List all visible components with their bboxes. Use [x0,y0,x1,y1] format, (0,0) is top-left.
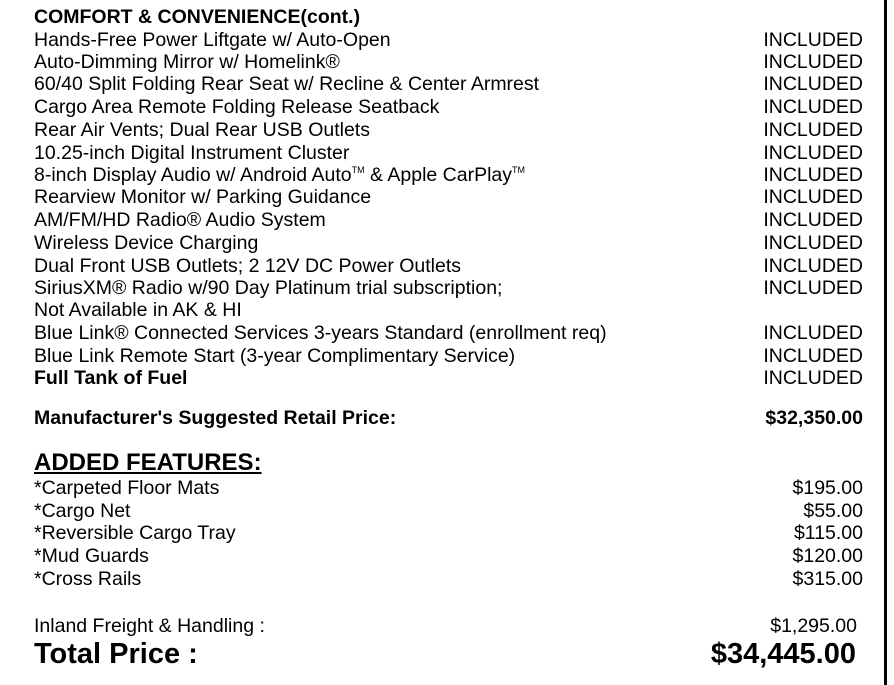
freight-row [34,615,857,637]
added-feature-label: *Reversible Cargo Tray [34,522,236,544]
feature-row [34,96,863,118]
feature-row [34,186,863,208]
msrp-row [34,407,863,429]
feature-value: INCLUDED [763,96,863,118]
feature-value: INCLUDED [763,142,863,164]
feature-row [34,367,863,389]
feature-value: INCLUDED [763,164,863,186]
added-feature-row [34,477,863,499]
added-feature-price: $120.00 [792,545,863,567]
added-feature-label: *Carpeted Floor Mats [34,477,220,499]
feature-label: 10.25-inch Digital Instrument Cluster [34,142,350,164]
feature-label-part2: & Apple CarPlay [364,164,513,186]
feature-label: SiriusXM® Radio w/90 Day Platinum trial subscription; [34,277,503,299]
feature-value: INCLUDED [763,73,863,95]
feature-value: INCLUDED [763,51,863,73]
feature-label: Full Tank of Fuel [34,367,188,389]
feature-value: INCLUDED [763,29,863,51]
feature-value: INCLUDED [763,345,863,367]
feature-label: Hands-Free Power Liftgate w/ Auto-Open [34,29,391,51]
feature-label: AM/FM/HD Radio® Audio System [34,209,326,231]
feature-value: INCLUDED [763,209,863,231]
added-feature-label: *Cross Rails [34,568,142,590]
added-feature-price: $315.00 [792,568,863,590]
added-feature-price: $55.00 [803,500,863,522]
feature-row [34,29,863,51]
feature-row [34,209,863,231]
section-title-row [34,6,863,28]
feature-value: INCLUDED [763,367,863,389]
total-value: $34,445.00 [710,638,856,670]
feature-row [34,51,863,73]
added-features-heading: ADDED FEATURES: [34,449,262,476]
added-feature-row [34,568,863,590]
msrp-label: Manufacturer's Suggested Retail Price: [34,407,397,429]
added-feature-row [34,522,863,544]
feature-label: Dual Front USB Outlets; 2 12V DC Power Outlets [34,255,462,277]
added-feature-price: $195.00 [792,477,863,499]
trademark-mark: TM [351,165,365,175]
added-feature-label: *Cargo Net [34,500,131,522]
feature-row [34,255,863,277]
feature-row [34,345,863,367]
feature-label: Rearview Monitor w/ Parking Guidance [34,186,372,208]
trademark-mark: TM [512,165,526,175]
added-feature-row [34,500,863,522]
feature-value: INCLUDED [763,255,863,277]
feature-label: Auto-Dimming Mirror w/ Homelink® [34,51,340,73]
feature-label: Blue Link® Connected Services 3-years Standard (enrollment req) [34,322,607,344]
feature-value: INCLUDED [763,186,863,208]
feature-label: Rear Air Vents; Dual Rear USB Outlets [34,119,370,141]
feature-label: Not Available in AK & HI [34,299,242,321]
feature-row [34,277,863,299]
feature-value: INCLUDED [763,322,863,344]
total-label: Total Price : [34,638,198,670]
feature-row [34,164,863,186]
feature-value: INCLUDED [763,277,863,299]
feature-row [34,322,863,344]
feature-label-part1: 8-inch Display Audio w/ Android Auto [34,164,352,186]
section-title: COMFORT & CONVENIENCE(cont.) [34,6,361,28]
total-row [34,636,856,672]
feature-label: Cargo Area Remote Folding Release Seatback [34,96,440,118]
feature-label [34,164,525,186]
added-feature-label: *Mud Guards [34,545,149,567]
added-feature-row [34,545,863,567]
feature-row [34,142,863,164]
msrp-value: $32,350.00 [765,407,863,429]
feature-row [34,119,863,141]
freight-label: Inland Freight & Handling : [34,615,265,637]
feature-label: Wireless Device Charging [34,232,259,254]
feature-row [34,299,863,321]
feature-value: INCLUDED [763,119,863,141]
feature-label: 60/40 Split Folding Rear Seat w/ Recline & Center Armrest [34,73,540,95]
freight-value: $1,295.00 [770,615,857,637]
added-feature-price: $115.00 [793,522,863,544]
feature-label: Blue Link Remote Start (3-year Complimentary Service) [34,345,516,367]
feature-row [34,232,863,254]
feature-value: INCLUDED [763,232,863,254]
feature-row [34,73,863,95]
